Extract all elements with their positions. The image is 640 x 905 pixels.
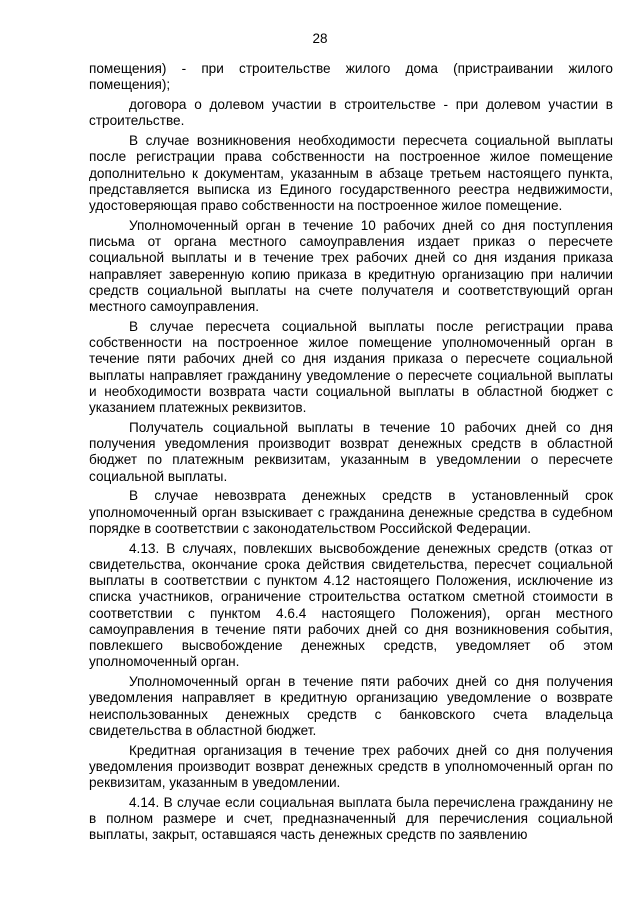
paragraph-section-4-14: 4.14. В случае если социальная выплата была перечислена гражданину не в полном размере и счет, предназначенный для перечисления социальной выплаты, закрыт, оставшаяся часть денежных средств по заявлению bbox=[89, 794, 613, 843]
document-body bbox=[89, 61, 613, 844]
paragraph: Получатель социальной выплаты в течение 10 рабочих дней со дня получения уведомления производит возврат денежных средств в областной бюджет по платежным реквизитам, указанным в уведомлении о пересчете социальной выплаты. bbox=[89, 419, 613, 484]
paragraph: В случае невозврата денежных средств в установленный срок уполномоченный орган взыскивает с гражданина денежные средства в судебном порядке в соответствии с законодательством Российской Федерации. bbox=[89, 488, 613, 536]
paragraph: В случае пересчета социальной выплаты после регистрации права собственности на построенное жилое помещение уполномоченный орган в течение пяти рабочих дней со дня издания приказа о пересчете социальной выплаты направляет гражданину уведомление о пересчете социальной выплаты и необходимости возврата части социальной выплаты в областной бюджет с указанием платежных реквизитов. bbox=[89, 318, 613, 415]
paragraph: договора о долевом участии в строительстве - при долевом участии в строительстве. bbox=[89, 97, 613, 129]
page-number: 28 bbox=[312, 31, 328, 46]
paragraph-continuation: помещения) - при строительстве жилого дома (пристраивании жилого помещения); bbox=[89, 61, 613, 93]
paragraph: Кредитная организация в течение трех рабочих дней со дня получения уведомления производит возврат денежных средств в уполномоченный орган по реквизитам, указанным в уведомлении. bbox=[89, 742, 613, 790]
paragraph: Уполномоченный орган в течение пяти рабочих дней со дня получения уведомления направляет в кредитную организацию уведомление о возврате неиспользованных денежных средств с банковского счета владельца свидетельства в областной бюджет. bbox=[89, 674, 613, 738]
paragraph-section-4-13: 4.13. В случаях, повлекших высвобождение денежных средств (отказ от свидетельства, окончание срока действия свидетельства, пересчет социальной выплаты в соответствии с пунктом 4.12 настоящего Положения, исключение из списка участников, ограничение строительства остатком сметной стоимости в соответствии с пунктом 4.6.4 настоящего Положения), орган местного самоуправления в течение пяти рабочих дней со дня возникновения события, повлекшего высвобождение денежных средств, уведомляет об этом уполномоченный орган. bbox=[89, 540, 613, 670]
paragraph: Уполномоченный орган в течение 10 рабочих дней со дня поступления письма от органа местного самоуправления издает приказ о пересчете социальной выплаты и в течение трех рабочих дней со дня издания приказа направляет заверенную копию приказа в кредитную организацию при наличии средств социальной выплаты на счете получателя и соответствующий орган местного самоуправления. bbox=[89, 217, 613, 314]
paragraph: В случае возникновения необходимости пересчета социальной выплаты после регистрации права собственности на построенное жилое помещение дополнительно к документам, указанным в абзаце третьем настоящего пункта, представляется выписка из Единого государственного реестра недвижимости, удостоверяющая право собственности на построенное жилое помещение. bbox=[89, 133, 613, 213]
